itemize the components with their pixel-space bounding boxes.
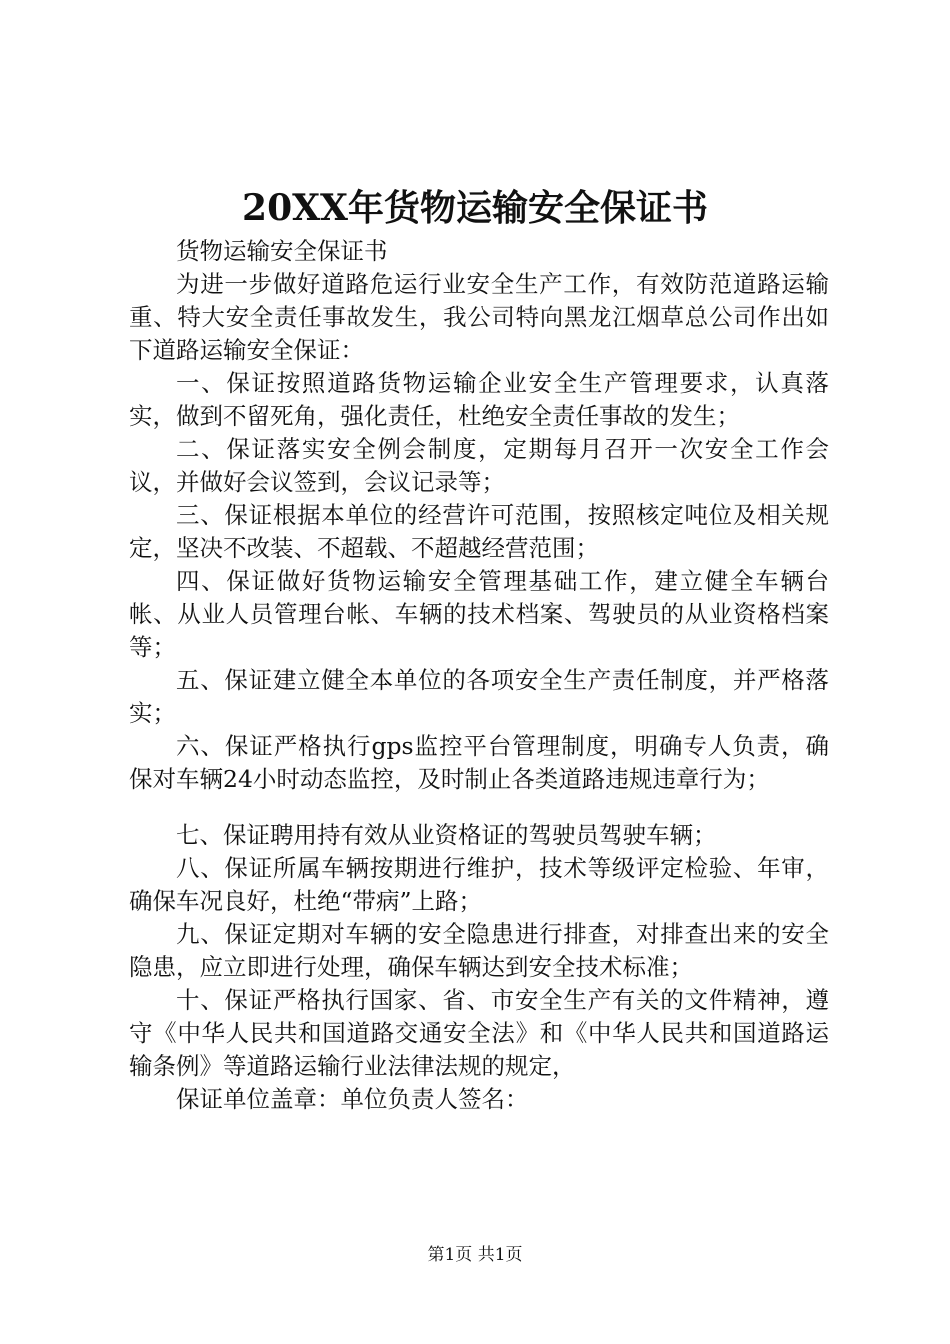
paragraph-item-7: 七、保证聘用持有效从业资格证的驾驶员驾驶车辆； [176, 821, 717, 849]
paragraph-heading: 货物运输安全保证书 [176, 237, 388, 265]
paragraph-item-10: 十、保证严格执行国家、省、市安全生产有关的文件精神，遵守《中华人民共和国道路交通安全法》和《中华人民共和国道路运输条例》等道路运输行业法律法规的规定， [129, 986, 829, 1080]
paragraph-item-2: 二、保证落实安全例会制度，定期每月召开一次安全工作会议，并做好会议签到，会议记录等； [129, 435, 829, 496]
paragraph-item-5: 五、保证建立健全本单位的各项安全生产责任制度，并严格落实； [129, 666, 829, 727]
paragraph-item-6: 六、保证严格执行gps监控平台管理制度，明确专人负责，确保对车辆24小时动态监控，及时制止各类道路违规违章行为； [129, 732, 829, 793]
document-body [129, 235, 829, 1116]
paragraph-item-3: 三、保证根据本单位的经营许可范围，按照核定吨位及相关规定，坚决不改装、不超载、不超越经营范围； [129, 501, 829, 562]
paragraph-item-8: 八、保证所属车辆按期进行维护，技术等级评定检验、年审，确保车况良好，杜绝“带病”上路； [129, 854, 829, 915]
paragraph-item-4: 四、保证做好货物运输安全管理基础工作，建立健全车辆台帐、从业人员管理台帐、车辆的技术档案、驾驶员的从业资格档案等； [129, 567, 829, 661]
paragraph-spacer [129, 796, 829, 819]
paragraph-intro: 为进一步做好道路危运行业安全生产工作，有效防范道路运输重、特大安全责任事故发生，我公司特向黑龙江烟草总公司作出如下道路运输安全保证： [129, 270, 829, 364]
signature-line: 保证单位盖章：单位负责人签名： [176, 1085, 529, 1113]
document-title: 20XX年货物运输安全保证书 [242, 187, 708, 229]
page-number-footer: 第1页 共1页 [427, 1245, 523, 1265]
paragraph-item-1: 一、保证按照道路货物运输企业安全生产管理要求，认真落实，做到不留死角，强化责任，杜绝安全责任事故的发生； [129, 369, 829, 430]
paragraph-item-9: 九、保证定期对车辆的安全隐患进行排查，对排查出来的安全隐患，应立即进行处理，确保车辆达到安全技术标准； [129, 920, 829, 981]
